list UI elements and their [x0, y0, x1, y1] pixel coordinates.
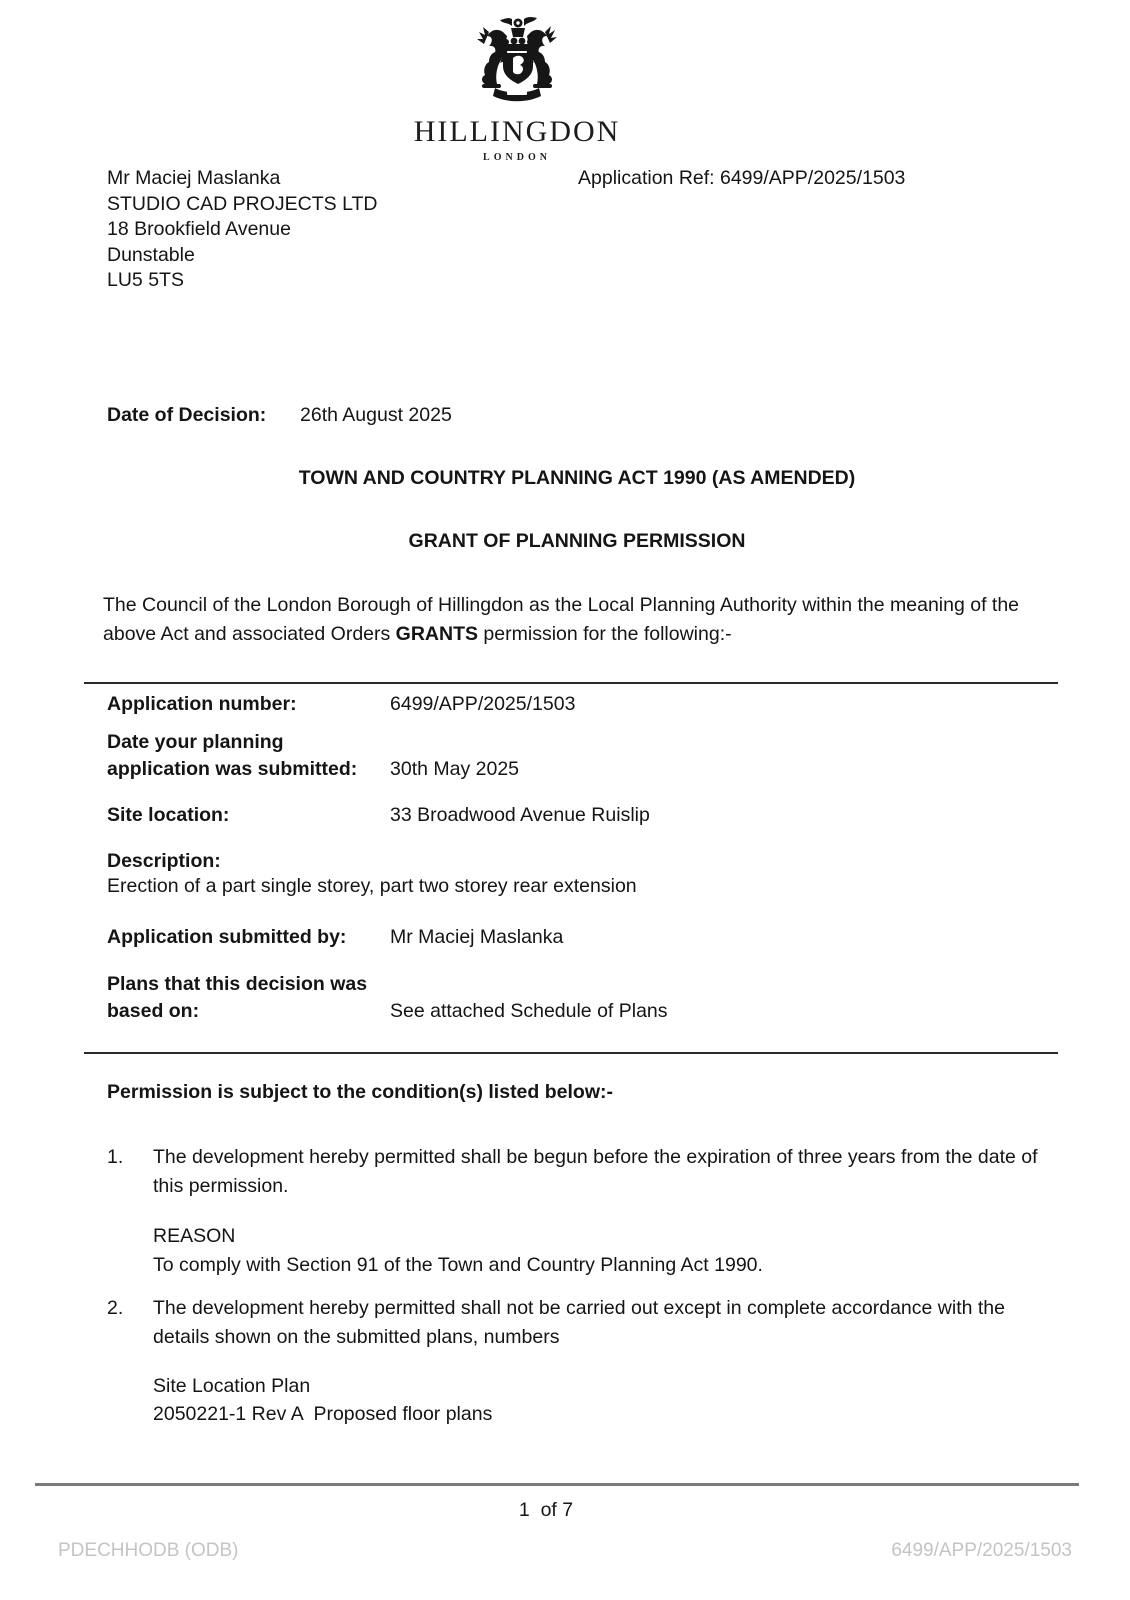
heading-act: TOWN AND COUNTRY PLANNING ACT 1990 (AS AMENDED): [298, 467, 856, 489]
condition-1-reason-label: REASON: [153, 1225, 236, 1247]
condition-2: [107, 1294, 1045, 1351]
footer-divider: [35, 1483, 1079, 1486]
intro-text-before: The Council of the London Borough of Hillingdon as the Local Planning Authority within the meaning of the above Act and associated Orders: [103, 594, 1020, 645]
intro-text-after: permission for the following:-: [478, 623, 732, 645]
condition-1: [107, 1143, 1045, 1200]
header-logo: [0, 14, 1034, 163]
details-value: 33 Broadwood Avenue Ruislip: [390, 804, 650, 826]
condition-1-number: 1.: [107, 1146, 124, 1168]
decision-date-value: 26th August 2025: [300, 404, 452, 426]
details-row-application-number: [107, 691, 1057, 718]
address-line: Mr Maciej Maslanka: [107, 167, 281, 189]
address-line: Dunstable: [107, 243, 195, 266]
condition-1-reason-text: To comply with Section 91 of the Town and Country Planning Act 1990.: [153, 1253, 763, 1276]
details-row-plans-based-on: [107, 971, 1057, 1024]
details-divider-top: [84, 682, 1058, 684]
address-line: LU5 5TS: [107, 269, 184, 292]
intro-paragraph: [103, 591, 1040, 649]
condition-2-number: 2.: [107, 1297, 124, 1319]
details-label: Site location:: [107, 804, 230, 826]
conditions-heading: Permission is subject to the condition(s) listed below:-: [107, 1081, 613, 1103]
details-value: 6499/APP/2025/1503: [390, 693, 576, 715]
details-row-site-location: [107, 802, 1057, 829]
condition-2-text: The development hereby permitted shall not be carried out except in complete accordance with the details shown on the submitted plans, numbers: [153, 1297, 1005, 1348]
details-value: Mr Maciej Maslanka: [390, 926, 564, 948]
decision-date-row: [107, 404, 452, 427]
details-label: Date your planning application was submitted:: [107, 731, 358, 780]
condition-1-text: The development hereby permitted shall be begun before the expiration of three years from the date of this permission.: [153, 1146, 1038, 1197]
logo-wordmark: HILLINGDON: [413, 115, 621, 148]
details-row-submitted-by: [107, 924, 1057, 951]
details-label: Description:: [107, 850, 221, 872]
logo-subtitle: LONDON: [483, 152, 551, 163]
application-ref: Application Ref: 6499/APP/2025/1503: [578, 167, 906, 189]
details-row-date-submitted: [107, 729, 1057, 782]
condition-2-plan-list: [153, 1372, 492, 1428]
details-divider-bottom: [84, 1052, 1058, 1054]
decision-date-label: Date of Decision:: [107, 404, 267, 426]
details-row-description-value: Erection of a part single storey, part two storey rear extension: [107, 875, 637, 897]
details-row-description-label: [107, 848, 1057, 875]
details-value: See attached Schedule of Plans: [390, 999, 668, 1022]
details-value: 30th May 2025: [390, 757, 520, 780]
footer-ref-right: 6499/APP/2025/1503: [891, 1540, 1072, 1561]
heading-grant: GRANT OF PLANNING PERMISSION: [408, 530, 746, 552]
footer-code-left: PDECHHODB (ODB): [58, 1540, 239, 1561]
address-line: 18 Brookfield Avenue: [107, 218, 291, 241]
details-label: Plans that this decision was based on:: [107, 973, 368, 1022]
details-label: Application submitted by:: [107, 926, 347, 948]
address-line: STUDIO CAD PROJECTS LTD: [107, 192, 378, 215]
hillingdon-crest-icon: [467, 91, 567, 113]
plan-item: 2050221-1 Rev A Proposed floor plans: [153, 1403, 493, 1425]
details-label: Application number:: [107, 693, 297, 715]
plan-item: Site Location Plan: [153, 1375, 311, 1397]
intro-grants-emphasis: GRANTS: [395, 623, 479, 645]
page-number: 1 of 7: [518, 1499, 574, 1521]
recipient-address: [107, 166, 378, 294]
condition-1-reason: [153, 1222, 763, 1279]
